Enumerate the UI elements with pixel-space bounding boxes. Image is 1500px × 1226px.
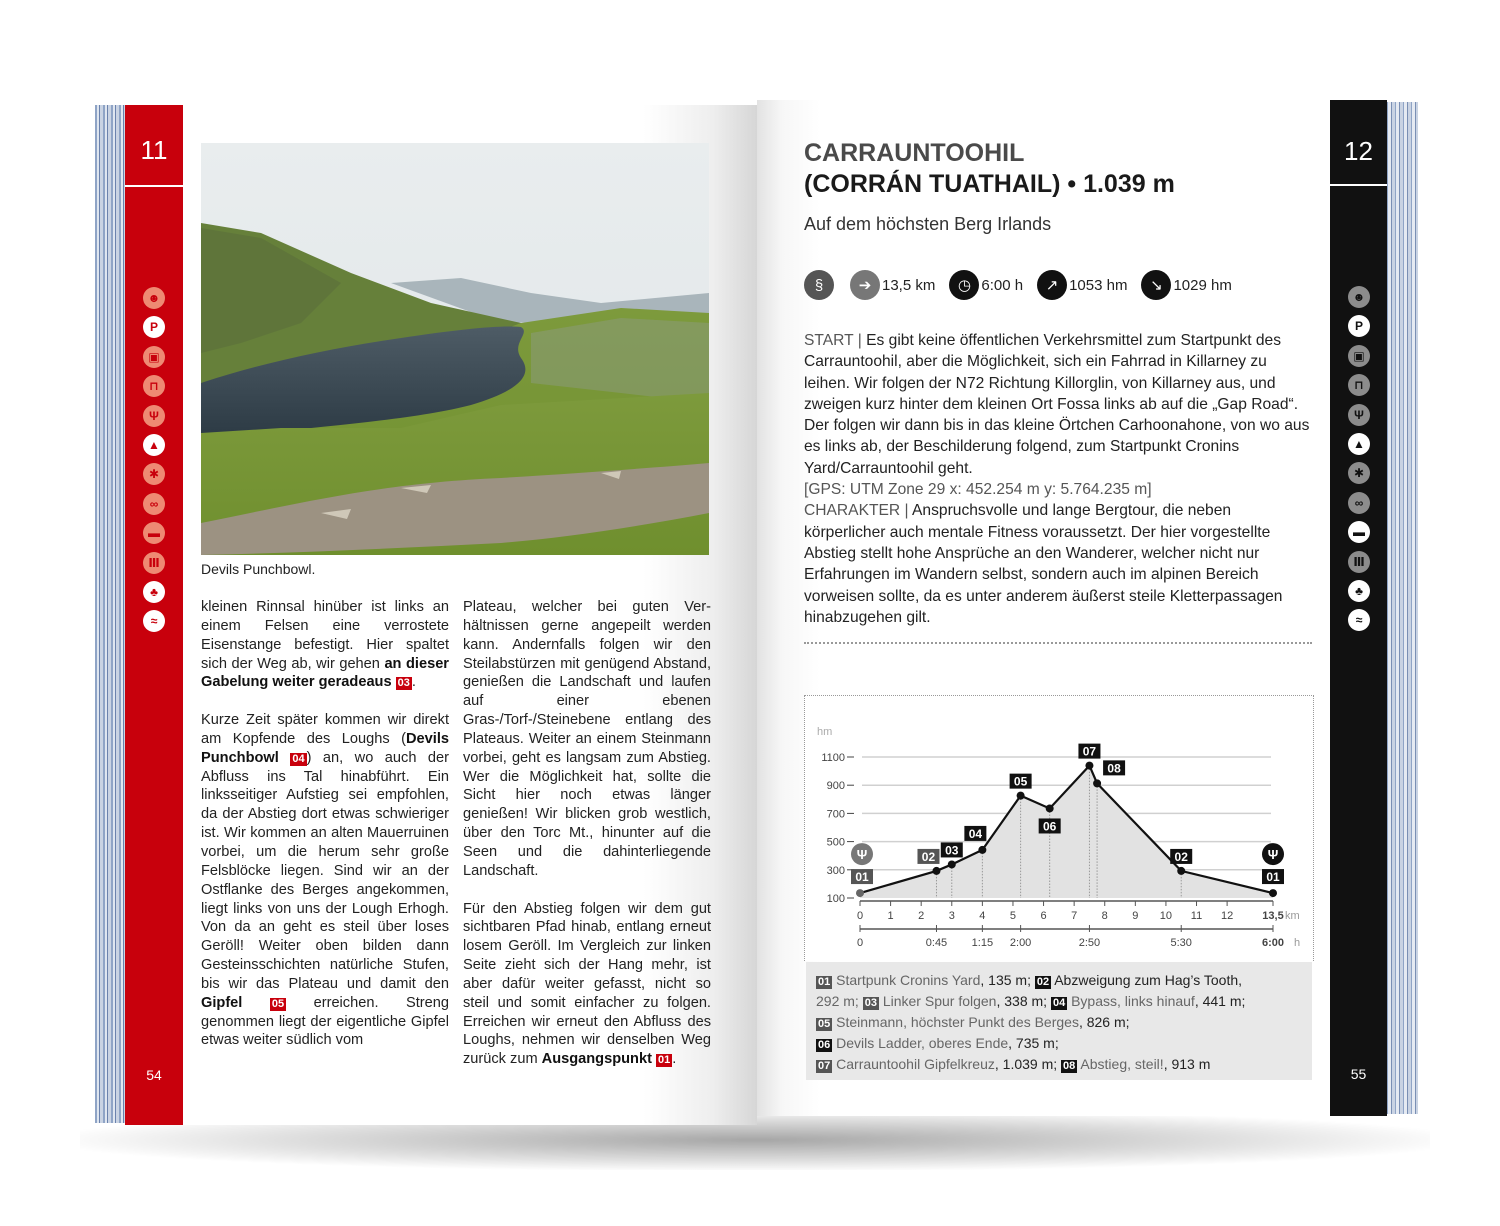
bus-icon: ▣ bbox=[1348, 345, 1370, 367]
legend-item bbox=[1061, 1056, 1210, 1072]
signpost-icon: ➔ bbox=[850, 270, 880, 300]
elevation-profile-chart bbox=[805, 696, 1313, 961]
parking-icon: P bbox=[1348, 315, 1370, 337]
descent-value: 1029 hm bbox=[1173, 276, 1232, 294]
legend-name: Abzweigung zum Hag’s Tooth, bbox=[1051, 972, 1243, 988]
text-column-2 bbox=[463, 598, 711, 1088]
swim-icon: ≈ bbox=[143, 610, 165, 632]
waypoint-marker: 03 bbox=[864, 997, 877, 1009]
snowflake-icon: ✱ bbox=[143, 463, 165, 485]
waypoint-dot bbox=[1017, 792, 1025, 800]
parking-icon: P bbox=[143, 316, 165, 338]
x-tick-label: 13,5 bbox=[1262, 910, 1284, 922]
time-tick-label: 2:00 bbox=[1009, 937, 1032, 949]
bike-icon: ∞ bbox=[143, 493, 165, 515]
waypoint-dot bbox=[978, 846, 986, 854]
x-tick-label: 6 bbox=[1040, 910, 1047, 922]
legend-elevation: , 135 m; bbox=[980, 972, 1035, 988]
clock-icon: ◷ bbox=[949, 270, 979, 300]
x-tick-label: 9 bbox=[1132, 910, 1139, 922]
charakter-text: Anspruchsvolle und lange Bergtour, die neben körperlicher auch mentale Fitness voraussetzt. Der hier vorgestellte Abstieg stellt hohe Ansprüche an den Wanderer, welcher nicht nur Erfahrungen im Wandern selbst, sondern auch im alpinen Bereich vorweisen sollte, da es unter anderem äußerst steile Kletterpassagen hinabzugehen gilt. bbox=[804, 502, 1283, 626]
x-tick-label: 4 bbox=[979, 910, 986, 922]
legend-item bbox=[1051, 993, 1245, 1009]
restaurant-glyph: Ψ bbox=[1267, 847, 1279, 863]
legend-name: Linker Spur folgen bbox=[878, 993, 997, 1009]
swim-icon: ≈ bbox=[1348, 609, 1370, 631]
legend-item bbox=[816, 1014, 1130, 1030]
cable-car-icon: ⊓ bbox=[1348, 374, 1370, 396]
family-bear-icon: ☻ bbox=[143, 287, 165, 309]
elevation-profile-box bbox=[804, 695, 1314, 961]
waypoint-marker: 06 bbox=[818, 1039, 831, 1051]
legend-name: Bypass, links hinauf bbox=[1067, 993, 1195, 1009]
snowflake-icon: ✱ bbox=[1348, 462, 1370, 484]
descent-arrow-icon: ↘ bbox=[1141, 270, 1171, 300]
waypoint-label: 03 bbox=[945, 843, 959, 858]
y-tick-label: 700 bbox=[826, 808, 845, 821]
legend-elevation: , 913 m bbox=[1163, 1056, 1211, 1072]
time-tick-label: 0 bbox=[856, 937, 864, 949]
x-tick-label: 11 bbox=[1190, 910, 1203, 922]
legend-name: Startpunk Cronins Yard bbox=[832, 972, 981, 988]
time-tick-label: 0:45 bbox=[925, 937, 948, 949]
waypoint-marker: 01 bbox=[658, 1054, 671, 1067]
legend-name: Steinmann, höchster Punkt des Berges bbox=[832, 1014, 1079, 1030]
duration-value: 6:00 h bbox=[981, 276, 1024, 294]
page-stack-right bbox=[1384, 102, 1418, 1114]
y-tick-label: 900 bbox=[826, 780, 845, 793]
waypoint-label: 02 bbox=[921, 849, 936, 864]
x-tick-label: 1 bbox=[887, 910, 894, 922]
paragraph: Plateau, welcher bei guten Verhältnissen gerne angepeilt werden kann. Andernfalls folgen wir den Steilabstürzen mit genügend Abstand, genießen die Landschaft und laufen auf einer ebenen Gras-/Torf-/Steinebene entlang des Plateaus. Weiter an einem Steinmann vorbei, geht es langsam zum Abstieg. Wer die Möglichkeit hat, sollte die Sicht hier noch etwas länger genießen! Wir blicken grob westlich, über den Torc Mt., hinunter auf die Seen und die dahinterliegende Landschaft. bbox=[463, 599, 711, 879]
start-label: START | bbox=[804, 332, 862, 349]
charakter-label: CHARAKTER | bbox=[804, 502, 909, 520]
time-axis-unit: h bbox=[1294, 937, 1301, 949]
feature-icon-list bbox=[141, 287, 167, 640]
waypoint-label: 08 bbox=[1107, 761, 1121, 776]
waypoint-dot bbox=[948, 860, 956, 868]
left-tour-tab bbox=[125, 105, 183, 1125]
distance-value: 13,5 km bbox=[882, 276, 936, 294]
summit-icon: ▲ bbox=[143, 434, 165, 456]
bus-icon: ▣ bbox=[143, 346, 165, 368]
waypoint-marker: 07 bbox=[818, 1060, 831, 1072]
waypoint-label: 04 bbox=[968, 826, 983, 841]
waypoint-marker: 04 bbox=[1052, 997, 1066, 1009]
tree-icon: ♣ bbox=[1348, 580, 1370, 602]
ascent-arrow-icon: ↗ bbox=[1037, 270, 1067, 300]
x-tick-label: 2 bbox=[918, 910, 925, 922]
legend-elevation: , 338 m; bbox=[996, 993, 1051, 1009]
ascent-value: 1053 hm bbox=[1069, 276, 1128, 294]
time-tick-label: 1:15 bbox=[971, 937, 994, 949]
x-axis-unit: km bbox=[1285, 910, 1300, 922]
waypoint-marker: 02 bbox=[1036, 976, 1050, 988]
photo-caption: Devils Punchbowl. bbox=[201, 561, 316, 577]
x-tick-label: 0 bbox=[856, 910, 864, 922]
legend-elevation: , 826 m; bbox=[1078, 1014, 1130, 1030]
tour-description bbox=[804, 330, 1314, 628]
cable-car-icon: ⊓ bbox=[143, 375, 165, 397]
legend-elevation: 292 m; bbox=[816, 993, 863, 1009]
waypoint-marker: 08 bbox=[1063, 1060, 1076, 1072]
start-text: Es gibt keine öffentlichen Verkehrsmittel zum Startpunkt des Carrauntoohil, aber die Möglichkeit, sich ein Fahrrad in Killarney zu leihen. Wir folgen der N72 Richtung Killorglin, von Killarney aus, und zweigen kurz hinter dem kleinen Ort Fossa links ab auf die „Gap Road“. Der folgen wir dann bis in das kleine Örtchen Carhoonahone, von wo aus es links ab, der Beschilderung folgend, zum Startpunkt Cronins Yard/Carrauntoohil geht. bbox=[804, 332, 1310, 477]
y-tick-label: 300 bbox=[826, 864, 845, 877]
museum-icon: Ⅲ bbox=[143, 552, 165, 574]
paragraph: Kurze Zeit später kommen wir direkt am Kopfende des Loughs (Devils Punchbowl 04 ) an, wo auch der Abfluss ins Tal hinabführt. Ein linksseitiger Aufstieg sei empfohlen, da der Abstieg dort etwas schwieriger ist. Wir kommen an alten Mauerruinen vorbei, um die herum sehr große Felsblöcke liegen. Sind wir an der Ostflanke des Berges angekommen, liegt links von uns der Lough Erhogh. Von da an geht es steil über loses Geröll! Weiter oben bilden dann Gesteinsschichten natürliche Stufen, bis wir das Plateau und damit den Gipfel 05 erreichen. Streng genommen liegt der eigentliche Gipfel etwas weiter südlich vom bbox=[201, 712, 450, 1049]
page-stack-left bbox=[95, 105, 127, 1123]
legend-item bbox=[816, 1035, 1059, 1051]
x-tick-label: 8 bbox=[1101, 910, 1108, 922]
x-tick-label: 7 bbox=[1071, 910, 1078, 922]
bike-icon: ∞ bbox=[1348, 492, 1370, 514]
legend-elevation: , 735 m; bbox=[1008, 1035, 1059, 1051]
page-number: 54 bbox=[146, 1067, 162, 1083]
waypoint-dot bbox=[1093, 779, 1101, 787]
x-tick-label: 3 bbox=[948, 910, 955, 922]
time-tick-label: 2:50 bbox=[1078, 937, 1101, 949]
tree-icon: ♣ bbox=[143, 581, 165, 603]
bed-icon: ▬ bbox=[143, 522, 165, 544]
waypoint-marker: 04 bbox=[292, 752, 305, 765]
waypoint-dot bbox=[856, 889, 864, 897]
y-tick-label: 500 bbox=[826, 836, 845, 849]
legend-item bbox=[863, 993, 1051, 1009]
waypoint-marker: 03 bbox=[397, 677, 410, 690]
waypoint-label: 06 bbox=[1042, 819, 1057, 834]
tab-divider bbox=[125, 185, 183, 187]
legend-name: Devils Ladder, oberes Ende bbox=[832, 1035, 1009, 1051]
waypoint-dot bbox=[1046, 804, 1054, 812]
restaurant-icon: Ψ bbox=[143, 405, 165, 427]
route-type-icon: § bbox=[804, 270, 834, 300]
photo-devils-punchbowl bbox=[201, 143, 709, 555]
time-tick-label: 5:30 bbox=[1170, 937, 1192, 949]
tab-divider bbox=[1330, 184, 1387, 186]
right-tour-tab bbox=[1330, 100, 1387, 1116]
waypoint-label: 01 bbox=[855, 870, 869, 885]
tour-subtitle: Auf dem höchsten Berg Irlands bbox=[804, 214, 1052, 234]
legend-elevation: , 441 m; bbox=[1194, 993, 1246, 1009]
legend-name: Abstieg, steil! bbox=[1077, 1056, 1164, 1072]
waypoint-dot bbox=[932, 867, 940, 875]
waypoint-marker: 05 bbox=[818, 1018, 831, 1030]
tour-number: 11 bbox=[140, 135, 168, 165]
time-tick-label: 6:00 bbox=[1261, 937, 1285, 949]
waypoint-label: 01 bbox=[1266, 870, 1280, 885]
legend-name: Carrauntoohil Gipfelkreuz bbox=[832, 1056, 995, 1072]
waypoint-label: 02 bbox=[1174, 849, 1188, 864]
restaurant-glyph: Ψ bbox=[856, 847, 868, 863]
paragraph: kleinen Rinnsal hinüber ist links an einem Felsen eine verrostete Eisenstange befestigt. Hier spaltet sich der Weg ab, wir gehen an dieser Gabelung weiter geradeaus 03 . bbox=[201, 599, 449, 691]
feature-icon-list bbox=[1346, 286, 1372, 639]
tour-stats bbox=[804, 270, 1246, 300]
text-column-1 bbox=[201, 598, 449, 1069]
x-tick-label: 10 bbox=[1159, 910, 1173, 922]
restaurant-icon: Ψ bbox=[1348, 404, 1370, 426]
paragraph: Für den Abstieg folgen wir dem gut sichtbaren Pfad hinab, entlang erneut losem Geröll. Im Vergleich zur linken Seite zieht sich der Hang mehr, ist aber dafür weiter gefasst, nicht so steil und somit einfacher zu folgen. Erreichen wir erneut den Abfluss des Loughs, nehmen wir denselben Weg zurück zum Ausgangspunkt 01 . bbox=[463, 900, 711, 1068]
x-tick-label: 12 bbox=[1220, 910, 1234, 922]
page-number: 55 bbox=[1350, 1066, 1367, 1082]
waypoint-dot bbox=[1269, 889, 1277, 897]
bed-icon: ▬ bbox=[1348, 521, 1370, 543]
legend-elevation: , 1.039 m; bbox=[994, 1056, 1062, 1072]
tour-title: CARRAUNTOOHIL (CORRÁN TUATHAIL) • 1.039 m bbox=[804, 139, 1175, 198]
gps-coordinates: [GPS: UTM Zone 29 x: 452.254 m y: 5.764.235 m] bbox=[804, 481, 1152, 499]
waypoint-label: 07 bbox=[1082, 744, 1097, 759]
waypoint-marker: 05 bbox=[271, 997, 285, 1010]
waypoint-legend bbox=[806, 962, 1312, 1080]
waypoint-marker: 01 bbox=[818, 976, 831, 988]
legend-item bbox=[816, 1056, 1061, 1072]
family-bear-icon: ☻ bbox=[1348, 286, 1370, 308]
section-divider bbox=[804, 642, 1312, 644]
legend-item bbox=[816, 972, 1035, 988]
summit-icon: ▲ bbox=[1348, 433, 1370, 455]
waypoint-label: 05 bbox=[1013, 774, 1028, 789]
waypoint-dot bbox=[1177, 867, 1185, 875]
tour-number: 12 bbox=[1344, 136, 1373, 166]
y-tick-label: 1100 bbox=[821, 752, 845, 764]
x-tick-label: 5 bbox=[1009, 910, 1017, 922]
y-axis-label: hm bbox=[817, 726, 833, 738]
museum-icon: Ⅲ bbox=[1348, 551, 1370, 573]
waypoint-dot bbox=[1085, 762, 1093, 770]
y-tick-label: 100 bbox=[826, 893, 845, 905]
